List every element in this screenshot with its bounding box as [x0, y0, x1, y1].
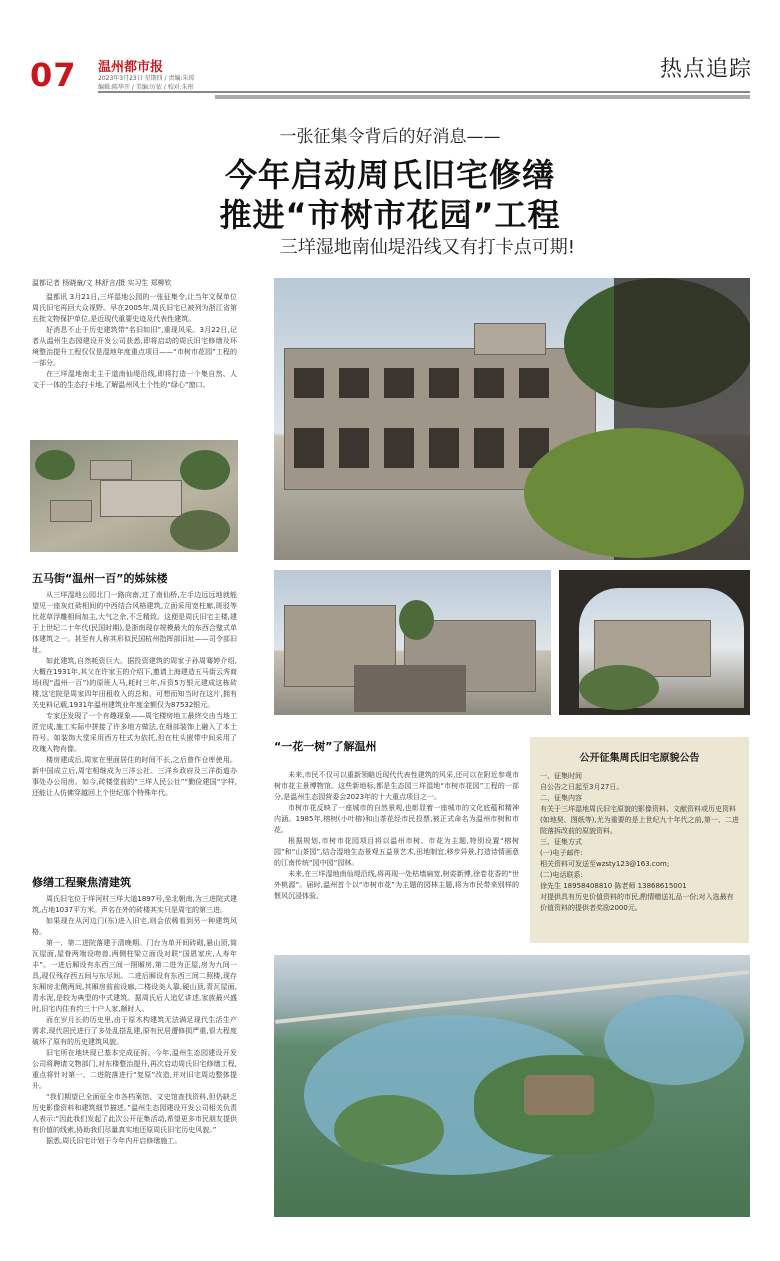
paragraph: 旧宅所在地块现已基本完成征拆。今年,温州生态园建设开发公司将聘请文物部门,对东楼整治提升,再次启动周氏旧宅修缮工程,重点将针对第一、二进院落进行“复原”改造,并对旧宅周边整体提升。	[32, 1049, 237, 1090]
byline: 温都记者 杨晓童/文 林舒言/摄 实习生 郑柳钦	[32, 279, 172, 287]
notice-line: 二、征集内容	[540, 794, 582, 802]
section1-heading: 五马街“温州一百”的姊妹楼	[32, 572, 168, 585]
notice-line: (一)电子邮件:	[540, 849, 583, 857]
mansion-side-photo	[274, 570, 551, 715]
paragraph: 根据规划,市树市花园项目将以温州市树、市花为主题,特别设置“榕树园”和“山茶园”,结合湿地生态景观五益景艺术,田地制宜,移步异景,打造诗情画意的江南传统“园中园”园林。	[274, 837, 519, 867]
notice-line: 一、征集时间	[540, 772, 582, 780]
section2-heading: 修缮工程聚焦清建筑	[32, 876, 131, 889]
notice-title: 公开征集周氏旧宅原貌公告	[579, 753, 700, 764]
notice-line: 自公告之日起至3月27日。	[540, 783, 624, 791]
issue-meta	[98, 74, 258, 92]
paragraph: 从三垟湿地公园北门一路向南,过了南仙桥,左手边远远地就能望见一座灰红砖相间的中西结合风格建筑,立面采用宽柱廊,斑驳等比花草浮雕相间加主,大气之余,不乏精致。这便是周氏旧宅主楼,建于上世纪二十年代(民国时期),是浙南现存规模最大的东西合璧式单体建筑之一。甚至有人称其形似民国杭州指挥部旧址——司令部旧址。	[32, 591, 237, 654]
section-title: 热点追踪	[659, 57, 752, 82]
notice-line: (二)电话联系:	[540, 871, 583, 879]
section2-text	[32, 894, 237, 1224]
paragraph: 而在岁月长的历史里,由于原木构建筑无法满足现代生活生产需求,现代居民进行了多处乱搭乱建,原有民居遭修损严重,很大程度破坏了原有的历史建筑风貌。	[32, 1016, 237, 1046]
paragraph: “我们期望已全面征全市各档案馆、文史馆查找资料,但仍缺乏历史影像资料和建筑细节描述。”温州生态园建设开发公司相关负责人表示:“因此我们发起了此次公开征集活动,希望更多市民朋友提供有价值的线索,协助我们尽量真实地还原周氏旧宅历史风貌。”	[32, 1093, 237, 1134]
paragraph: 未来,在三垟湿地南仙堤沿线,将再现一处枯墙扁宽,树姿新博,徐卷花香的“世外桃源”。届时,温州首个以“市树市花”为主题的园林主题,将为市民带来别样的惬风沉浸体验。	[274, 870, 519, 900]
notice-line: 有关于三垟湿地周氏旧宅原貌的影像资料、文献资料或历史资料(如地契、图纸等),尤为重要的是上世纪九十年代之前,第一、二进院落拆改前的原貌资料。	[540, 805, 739, 835]
section3-heading: “一花一树”了解温州	[274, 740, 377, 753]
paragraph: 据悉,周氏旧宅计划于今年内开启修缮施工。	[46, 1137, 182, 1145]
paragraph: 未来,市民不仅可以重新领略近现代代表性建筑的风采,还可以在附近参观市树市花主景博物馆。这些新地标,都是生态园三垟湿地“市树市花园”工程的一部分,是温州生态园营委会2023年的十大重点项目之一。	[274, 771, 519, 801]
paragraph: 如果现在从河边门(东)进入旧宅,则会依稀看到另一种建筑风格。	[32, 917, 237, 936]
notice-line: 三、征集方式	[540, 838, 582, 846]
header-rule	[98, 91, 750, 93]
notice-line: 对提供具有历史价值资料的市民,酌情赠送礼品一份;对入选最有价值资料的提供者奖励2000元。	[540, 893, 734, 912]
paragraph: 在三垟湿地南北主干道南仙堤沿线,即将打造一个集自然、人文于一体的生态打卡地,了解温州风土个性的“绿心”窗口。	[32, 370, 237, 389]
aerial-village-photo	[30, 440, 238, 552]
headline-line-1: 今年启动周氏旧宅修缮	[224, 156, 555, 194]
park-aerial-rendering	[274, 955, 750, 1217]
headline-line-2: 推进“市树市花园”工程	[219, 196, 561, 234]
paragraph: 市树市花反映了一座城市的自然景观,也彰显着一座城市的文化底蕴和精神内涵。1985年,榕树(小叶榕)和山茶花经市民投票,被正式命名为温州市树和市花。	[274, 804, 519, 834]
mansion-main-photo	[274, 278, 750, 560]
notice-box	[530, 737, 749, 943]
notice-body	[540, 771, 740, 914]
section1-text	[32, 590, 237, 860]
paragraph: 如此建筑,自然耗资巨大。据投资建筑的周家子孙周骞婷介绍,大概在1931年,其父在许家玉的介绍下,邀请上海建造五马街云秀商场(现“温州一百”)的原班人马,耗时三年,斥资5万银元建成这栋砖楼,这宅院是周家四年田租收入的总和。可想而知当时在这片,拥有关史料记载,1931年温州建筑业年度金额仅为87532银元。	[32, 657, 237, 709]
paragraph: 温都讯 3月21日,三垟湿地公园的一张征集令,让当年文保单位周氏旧宅再回大众视野。早在2005年,周氏旧宅已被列为浙江省第五批文物保护单位,是近现代重要史迹及代表性建筑。	[32, 293, 237, 323]
mansion-doorway-photo	[559, 570, 750, 715]
section3-text	[274, 770, 519, 940]
meta-line: 编辑:陈华开 / 美编:厉依 / 校对:朱彤	[98, 84, 194, 91]
notice-line: 徐先生 18958408810 陈老师 13868615001	[540, 882, 687, 890]
notice-line: 相关资料可发送至wzsty123@163.com;	[540, 860, 670, 868]
paper-name: 温州都市报	[98, 60, 164, 75]
headline-kicker: 一张征集令背后的好消息——	[279, 127, 501, 147]
paragraph: 周氏旧宅位于垟河村三垟大道1897号,坐北朝南,为三进院式建筑,占地1037平方米。声名在外的砖楼其实只是周宅的第三进。	[32, 895, 237, 914]
paragraph: 好消息不止于历史建筑带“名旧如旧”,重现风采。3月22日,记者从温州生态园建设开发公司获悉,即将启动的周氏旧宅修缮及环境整治提升工程仅仅是湿地年度重点项目——“市树市花园”工程的一部分。	[32, 326, 237, 367]
meta-line: 2023年3月23日 星期四 / 责编:朱琼	[98, 75, 195, 82]
header-bar	[215, 95, 750, 99]
page-number: 07	[30, 56, 77, 94]
paragraph: 专家还发现了一个有趣现象——周宅楼房地工最终交由当地工匠完成,施工实际中拼接了许多地方做法,在细部装饰上融入了本土符号。如装饰大堂采用西方柱式为依托,但在柱头嵌带中间采用了玫瑰入物肖像。	[32, 712, 237, 753]
intro-text	[32, 292, 237, 430]
headline-subtitle: 三垟湿地南仙堤沿线又有打卡点可期!	[279, 237, 575, 258]
paragraph: 楼房建成后,周家在里面居住的时间不长,之后曾作仓库使用。新中国成立后,周宅相继成为三洋公社、三洋乡政府及三洋街道办事处办公用房。如今,砖楼堂前的“三垟人民公社”“勤俭建国”字样,还能让人仿佛穿越回上个世纪那个特殊年代。	[32, 756, 237, 797]
paragraph: 第一、第二进院落建于清晚期。门台为单开间砖砌,悬山顶,筒瓦屋面,屋脊两端设吻兽,两侧柱梁立面设对联“国恩家庆,人寿年丰”。一进后厢设有东西三间一照厢房,第二进为正屋,房为九间一具,现仅残存西五间与东尽间。二进后厢设有东西三间二照楼,现存东厢房北侧两间,其厢房前前设廊,二楼设美人靠,硬山顶,青瓦屋面,青水泥,是较为典型的中式建筑。据周氏后人追忆讲述,家族最兴盛时,旧宅内住有约三十户人家,颇时人。	[32, 939, 237, 1013]
